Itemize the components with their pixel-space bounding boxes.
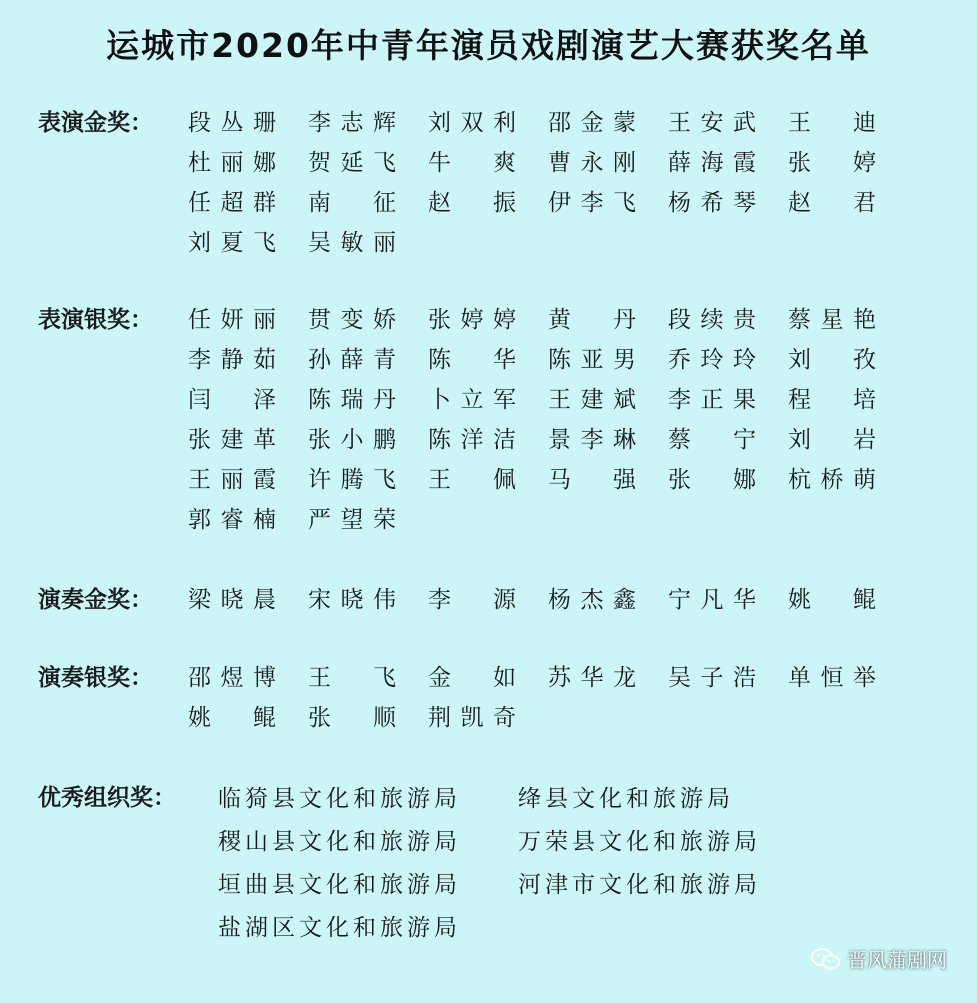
award-name: 卜立军: [428, 387, 516, 413]
section-label: 优秀组织奖：: [38, 785, 176, 811]
award-name: 王飞: [308, 665, 396, 691]
watermark-text: 晋风蒲剧网: [847, 948, 947, 972]
award-name: 邵金蒙: [548, 110, 636, 136]
award-name: 任妍丽: [188, 307, 276, 333]
organization-name: 万荣县文化和旅游局: [518, 829, 761, 855]
award-name: 陈瑞丹: [308, 387, 396, 413]
award-name: 邵煜博: [188, 665, 276, 691]
award-name: 严望荣: [308, 507, 396, 533]
award-name: 杨希琴: [668, 190, 756, 216]
award-name: 蔡宁: [668, 427, 756, 453]
award-name: 王安武: [668, 110, 756, 136]
award-name: 贯变娇: [308, 307, 396, 333]
award-name: 薛海霞: [668, 150, 756, 176]
award-name: 王佩: [428, 467, 516, 493]
award-name: 吴敏丽: [308, 230, 396, 256]
award-name: 苏华龙: [548, 665, 636, 691]
section-label: 演奏金奖：: [38, 587, 153, 613]
name-grid: [188, 580, 908, 620]
award-name: 黄丹: [548, 307, 636, 333]
award-name: 宁凡华: [668, 587, 756, 613]
award-name: 姚鲲: [788, 587, 876, 613]
award-name: 许腾飞: [308, 467, 396, 493]
award-name: 蔡星艳: [788, 307, 876, 333]
award-name: 陈亚男: [548, 347, 636, 373]
organization-name: 盐湖区文化和旅游局: [218, 915, 461, 941]
award-name: 单恒举: [788, 665, 876, 691]
award-name: 张小鹏: [308, 427, 396, 453]
award-name: 刘岩: [788, 427, 876, 453]
award-name: 姚鲲: [188, 705, 276, 731]
section-label: 表演银奖：: [38, 307, 153, 333]
organization-name: 垣曲县文化和旅游局: [218, 872, 461, 898]
organization-name: 绛县文化和旅游局: [518, 786, 734, 812]
section-label: 表演金奖：: [38, 110, 153, 136]
organization-grid: [218, 778, 818, 950]
award-name: 梁晓晨: [188, 587, 276, 613]
award-name: 荆凯奇: [428, 705, 516, 731]
award-name: 张建革: [188, 427, 276, 453]
award-name: 任超群: [188, 190, 276, 216]
award-name: 伊李飞: [548, 190, 636, 216]
award-name: 陈华: [428, 347, 516, 373]
name-grid: [188, 300, 908, 540]
award-name: 杭桥萌: [788, 467, 876, 493]
award-name: 王建斌: [548, 387, 636, 413]
award-name: 李源: [428, 587, 516, 613]
award-name: 张娜: [668, 467, 756, 493]
award-name: 闫泽: [188, 387, 276, 413]
award-name: 吴子浩: [668, 665, 756, 691]
award-name: 郭睿楠: [188, 507, 276, 533]
wechat-icon: [811, 947, 841, 971]
award-name: 程培: [788, 387, 876, 413]
award-name: 王丽霞: [188, 467, 276, 493]
page-title: 运城市2020年中青年演员戏剧演艺大赛获奖名单: [106, 26, 871, 65]
award-name: 牛爽: [428, 150, 516, 176]
award-name: 李正果: [668, 387, 756, 413]
award-name: 张顺: [308, 705, 396, 731]
award-name: 马强: [548, 467, 636, 493]
award-name: 金如: [428, 665, 516, 691]
organization-name: 河津市文化和旅游局: [518, 872, 761, 898]
award-name: 景李琳: [548, 427, 636, 453]
award-name: 赵振: [428, 190, 516, 216]
award-name: 赵君: [788, 190, 876, 216]
award-name: 张婷: [788, 150, 876, 176]
award-name: 宋晓伟: [308, 587, 396, 613]
award-name: 王迪: [788, 110, 876, 136]
award-name: 南征: [308, 190, 396, 216]
name-grid: [188, 103, 908, 263]
award-name: 贺延飞: [308, 150, 396, 176]
award-name: 刘双利: [428, 110, 516, 136]
award-name: 杨杰鑫: [548, 587, 636, 613]
watermark: [811, 944, 947, 973]
award-name: 李静茹: [188, 347, 276, 373]
award-name: 段丛珊: [188, 110, 276, 136]
award-name: 刘夏飞: [188, 230, 276, 256]
organization-name: 临猗县文化和旅游局: [218, 786, 461, 812]
organization-name: 稷山县文化和旅游局: [218, 829, 461, 855]
award-name: 曹永刚: [548, 150, 636, 176]
award-name: 陈洋洁: [428, 427, 516, 453]
award-name: 段续贵: [668, 307, 756, 333]
award-name: 孙薛青: [308, 347, 396, 373]
award-name: 杜丽娜: [188, 150, 276, 176]
name-grid: [188, 658, 908, 738]
award-name: 李志辉: [308, 110, 396, 136]
award-name: 张婷婷: [428, 307, 516, 333]
award-name: 刘孜: [788, 347, 876, 373]
section-label: 演奏银奖：: [38, 665, 153, 691]
award-name: 乔玲玲: [668, 347, 756, 373]
